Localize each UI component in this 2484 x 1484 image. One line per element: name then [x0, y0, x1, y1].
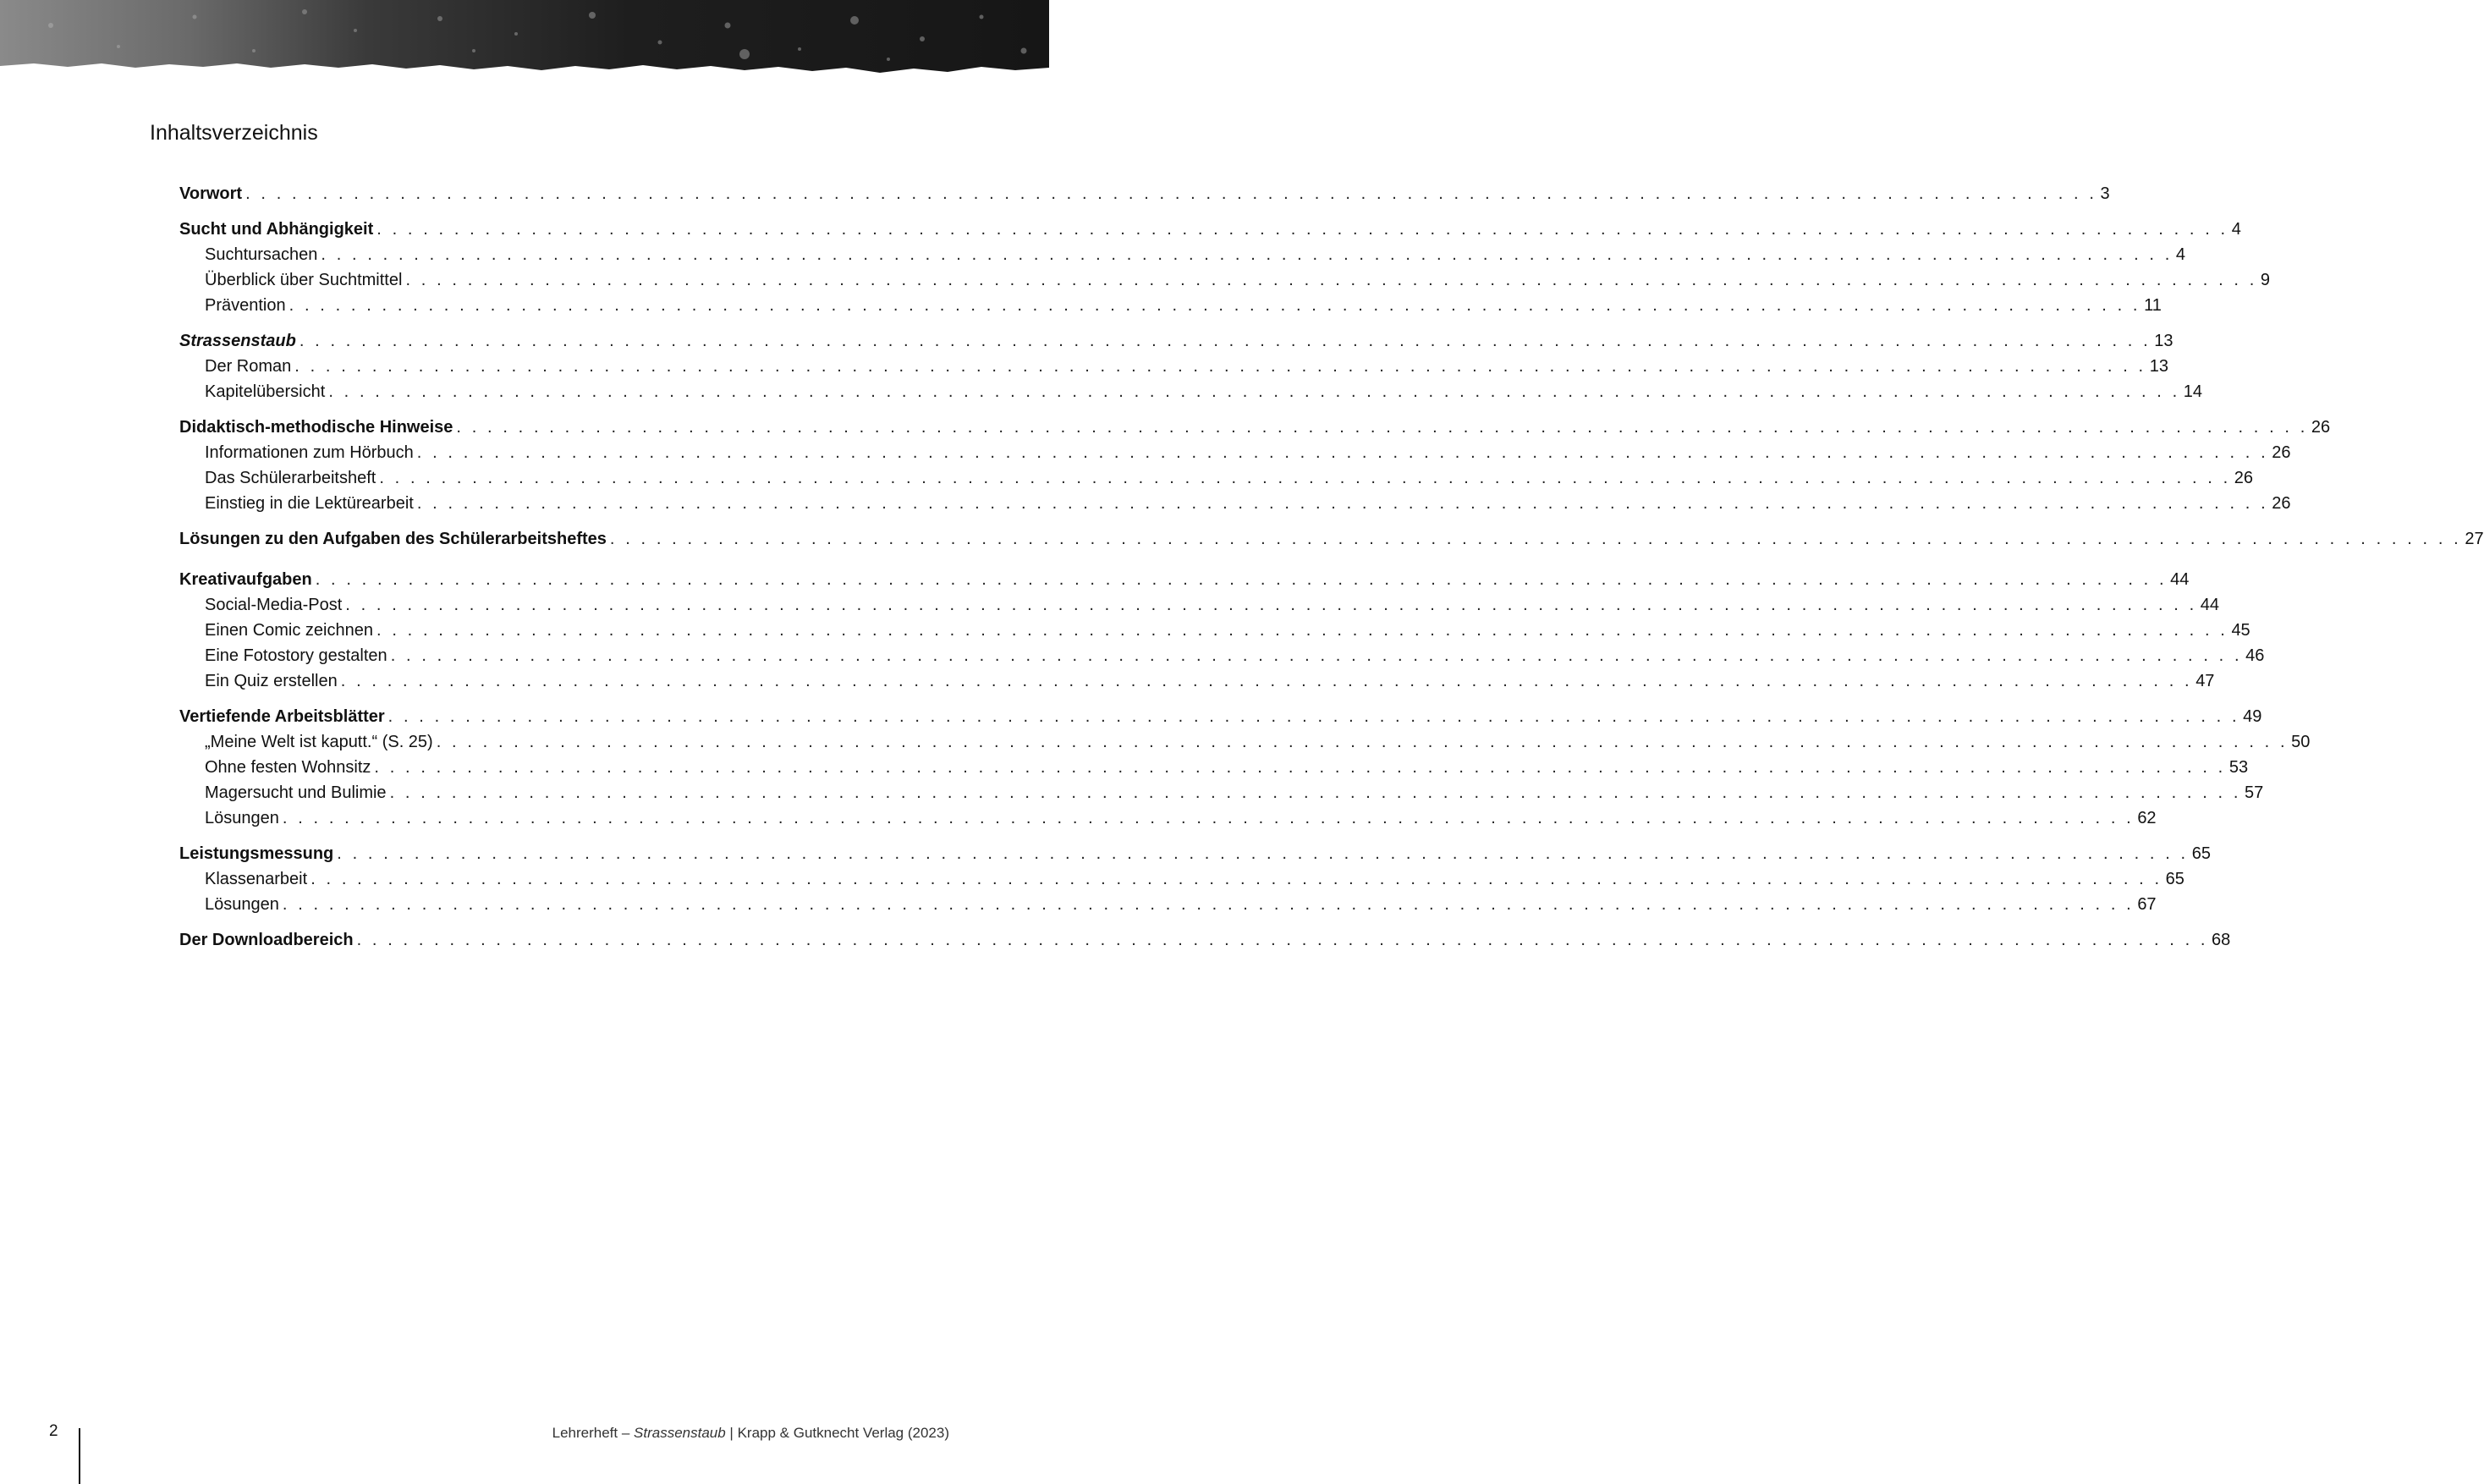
toc-entry-page: 26 [2272, 494, 2291, 513]
toc-section-heading[interactable] [179, 927, 2231, 953]
dot-leader: . . . . . . . . . . . . . . . . . . . . . . . . . . . . . . . . . . . . . . . . . . . . . . . . . . . . . . . . . . . . . . . . . . . . . . . . . . . . . . . . . . . . . . . . . . . . . . . . . . . . . . . . . . . . . . . . . . . . . . . . [609, 530, 2462, 548]
dot-leader: . . . . . . . . . . . . . . . . . . . . . . . . . . . . . . . . . . . . . . . . . . . . . . . . . . . . . . . . . . . . . . . . . . . . . . . . . . . . . . . . . . . . . . . . . . . . . . . . . . . . . . . . . . . . . . . . . . . . . . . . [294, 357, 2146, 376]
toc-subentry[interactable] [179, 440, 2291, 465]
toc-entry-page: 67 [2137, 895, 2157, 914]
dot-leader: . . . . . . . . . . . . . . . . . . . . . . . . . . . . . . . . . . . . . . . . . . . . . . . . . . . . . . . . . . . . . . . . . . . . . . . . . . . . . . . . . . . . . . . . . . . . . . . . . . . . . . . . . . . . . . . . . . . . . . . . [389, 783, 2241, 802]
toc-entry-page: 62 [2137, 809, 2157, 827]
toc-section [179, 328, 2202, 404]
toc-entry-title: Lösungen zu den Aufgaben des Schülerarbeitsheftes [179, 530, 607, 548]
dot-leader: . . . . . . . . . . . . . . . . . . . . . . . . . . . . . . . . . . . . . . . . . . . . . . . . . . . . . . . . . . . . . . . . . . . . . . . . . . . . . . . . . . . . . . . . . . . . . . . . . . . . . . . . . . . . . . . . . . . . . . . . [374, 758, 2226, 777]
toc-entry-title: Lösungen [205, 895, 279, 914]
toc-subentry[interactable] [179, 729, 2311, 755]
toc-entry-page: 68 [2212, 931, 2231, 949]
toc-entry-title: Klassenarbeit [205, 870, 308, 888]
toc-entry-title: Kreativaufgaben [179, 570, 312, 589]
toc-entry-title: Vorwort [179, 184, 243, 203]
toc-section-heading[interactable] [179, 415, 2331, 440]
toc-section [179, 567, 2265, 694]
toc-subentry[interactable] [179, 491, 2291, 516]
dot-leader: . . . . . . . . . . . . . . . . . . . . . . . . . . . . . . . . . . . . . . . . . . . . . . . . . . . . . . . . . . . . . . . . . . . . . . . . . . . . . . . . . . . . . . . . . . . . . . . . . . . . . . . . . . . . . . . . . . . . . . . . [416, 443, 2269, 462]
toc-entry-title: Kapitelübersicht [205, 382, 326, 401]
toc-section-heading[interactable] [179, 704, 2262, 729]
ink-header-band [0, 0, 1049, 81]
toc-section [179, 526, 2484, 552]
toc-section [179, 181, 2110, 206]
dot-leader: . . . . . . . . . . . . . . . . . . . . . . . . . . . . . . . . . . . . . . . . . . . . . . . . . . . . . . . . . . . . . . . . . . . . . . . . . . . . . . . . . . . . . . . . . . . . . . . . . . . . . . . . . . . . . . . . . . . . . . . . [436, 733, 2289, 751]
toc-entry-title: Sucht und Abhängigkeit [179, 220, 374, 239]
dot-leader: . . . . . . . . . . . . . . . . . . . . . . . . . . . . . . . . . . . . . . . . . . . . . . . . . . . . . . . . . . . . . . . . . . . . . . . . . . . . . . . . . . . . . . . . . . . . . . . . . . . . . . . . . . . . . . . . . . . . . . . . [376, 621, 2228, 640]
toc-entry-title: Social-Media-Post [205, 596, 343, 614]
dot-leader: . . . . . . . . . . . . . . . . . . . . . . . . . . . . . . . . . . . . . . . . . . . . . . . . . . . . . . . . . . . . . . . . . . . . . . . . . . . . . . . . . . . . . . . . . . . . . . . . . . . . . . . . . . . . . . . . . . . . . . . . [282, 895, 2135, 914]
toc-entry-title: Ein Quiz erstellen [205, 672, 338, 690]
toc-entry-page: 50 [2291, 733, 2311, 751]
toc-entry-page: 65 [2191, 844, 2211, 863]
toc-entry-page: 53 [2228, 758, 2249, 777]
toc-entry-page: 47 [2195, 672, 2215, 690]
toc-entry-title: Einstieg in die Lektürearbeit [205, 494, 414, 513]
toc-entry-title: Einen Comic zeichnen [205, 621, 373, 640]
toc-section-heading[interactable] [179, 217, 2241, 242]
toc-entry-title: Eine Fotostory gestalten [205, 646, 387, 665]
toc-entry-title: Strassenstaub [179, 332, 296, 350]
toc-section [179, 927, 2231, 953]
toc-subentry[interactable] [179, 354, 2168, 379]
toc-subentry[interactable] [179, 866, 2184, 892]
toc-subentry[interactable] [179, 242, 2185, 267]
toc-entry-page: 46 [2245, 646, 2265, 665]
toc-entry-title: Der Roman [205, 357, 292, 376]
toc-entry-page: 4 [2231, 220, 2241, 239]
toc-subentry[interactable] [179, 293, 2162, 318]
toc-entry-title: Vertiefende Arbeitsblätter [179, 707, 385, 726]
toc-section-heading[interactable] [179, 181, 2110, 206]
toc-subentry[interactable] [179, 780, 2264, 805]
toc-entry-title: Das Schülerarbeitsheft [205, 469, 376, 487]
toc-section [179, 841, 2211, 917]
toc-entry-page: 65 [2165, 870, 2184, 888]
dot-leader: . . . . . . . . . . . . . . . . . . . . . . . . . . . . . . . . . . . . . . . . . . . . . . . . . . . . . . . . . . . . . . . . . . . . . . . . . . . . . . . . . . . . . . . . . . . . . . . . . . . . . . . . . . . . . . . . . . . . . . . . [405, 271, 2257, 289]
toc-entry-page: 13 [2149, 357, 2168, 376]
dot-leader: . . . . . . . . . . . . . . . . . . . . . . . . . . . . . . . . . . . . . . . . . . . . . . . . . . . . . . . . . . . . . . . . . . . . . . . . . . . . . . . . . . . . . . . . . . . . . . . . . . . . . . . . . . . . . . . . . . . . . . . . [310, 870, 2163, 888]
toc-entry-title: Prävention [205, 296, 286, 315]
toc-entry-page: 57 [2245, 783, 2264, 802]
dot-leader: . . . . . . . . . . . . . . . . . . . . . . . . . . . . . . . . . . . . . . . . . . . . . . . . . . . . . . . . . . . . . . . . . . . . . . . . . . . . . . . . . . . . . . . . . . . . . . . . . . . . . . . . . . . . . . . . . . . . . . . . [289, 296, 2141, 315]
dot-leader: . . . . . . . . . . . . . . . . . . . . . . . . . . . . . . . . . . . . . . . . . . . . . . . . . . . . . . . . . . . . . . . . . . . . . . . . . . . . . . . . . . . . . . . . . . . . . . . . . . . . . . . . . . . . . . . . . . . . . . . . [282, 809, 2135, 827]
dot-leader: . . . . . . . . . . . . . . . . . . . . . . . . . . . . . . . . . . . . . . . . . . . . . . . . . . . . . . . . . . . . . . . . . . . . . . . . . . . . . . . . . . . . . . . . . . . . . . . . . . . . . . . . . . . . . . . . . . . . . . . . [379, 469, 2231, 487]
toc-entry-page: 49 [2243, 707, 2262, 726]
toc-entry-page: 26 [2234, 469, 2254, 487]
toc-entry-page: 14 [2183, 382, 2202, 401]
toc-subentry[interactable] [179, 267, 2270, 293]
toc-section-heading[interactable] [179, 841, 2211, 866]
page-title: Inhaltsverzeichnis [150, 121, 318, 145]
toc-entry-title: Überblick über Suchtmittel [205, 271, 403, 289]
toc-entry-title: Magersucht und Bulimie [205, 783, 387, 802]
toc-entry-page: 44 [2170, 570, 2190, 589]
toc-entry-title: Lösungen [205, 809, 279, 827]
dot-leader: . . . . . . . . . . . . . . . . . . . . . . . . . . . . . . . . . . . . . . . . . . . . . . . . . . . . . . . . . . . . . . . . . . . . . . . . . . . . . . . . . . . . . . . . . . . . . . . . . . . . . . . . . . . . . . . . . . . . . . . . [387, 707, 2240, 726]
toc-section-heading[interactable] [179, 567, 2190, 592]
toc-entry-page: 26 [2311, 418, 2331, 437]
toc-entry-title: Ohne festen Wohnsitz [205, 758, 371, 777]
toc-subentry[interactable] [179, 643, 2265, 668]
footer-book-title: Strassenstaub [634, 1425, 726, 1441]
toc-entry-page: 11 [2144, 296, 2162, 315]
toc-subentry[interactable] [179, 668, 2215, 694]
toc-entry-title: Informationen zum Hörbuch [205, 443, 414, 462]
toc-entry-title: Didaktisch-methodische Hinweise [179, 418, 453, 437]
dot-leader: . . . . . . . . . . . . . . . . . . . . . . . . . . . . . . . . . . . . . . . . . . . . . . . . . . . . . . . . . . . . . . . . . . . . . . . . . . . . . . . . . . . . . . . . . . . . . . . . . . . . . . . . . . . . . . . . . . . . . . . . [345, 596, 2197, 614]
dot-leader: . . . . . . . . . . . . . . . . . . . . . . . . . . . . . . . . . . . . . . . . . . . . . . . . . . . . . . . . . . . . . . . . . . . . . . . . . . . . . . . . . . . . . . . . . . . . . . . . . . . . . . . . . . . . . . . . . . . . . . . . [376, 220, 2228, 239]
dot-leader: . . . . . . . . . . . . . . . . . . . . . . . . . . . . . . . . . . . . . . . . . . . . . . . . . . . . . . . . . . . . . . . . . . . . . . . . . . . . . . . . . . . . . . . . . . . . . . . . . . . . . . . . . . . . . . . . . . . . . . . . [456, 418, 2308, 437]
dot-leader: . . . . . . . . . . . . . . . . . . . . . . . . . . . . . . . . . . . . . . . . . . . . . . . . . . . . . . . . . . . . . . . . . . . . . . . . . . . . . . . . . . . . . . . . . . . . . . . . . . . . . . . . . . . . . . . . . . . . . . . . [337, 844, 2189, 863]
page-number: 2 [49, 1422, 58, 1440]
toc-entry-page: 45 [2231, 621, 2250, 640]
toc-entry-page: 44 [2200, 596, 2219, 614]
toc-entry-title: Suchtursachen [205, 245, 318, 264]
toc-subentry[interactable] [179, 379, 2202, 404]
toc-entry-page: 27 [2465, 530, 2484, 548]
dot-leader: . . . . . . . . . . . . . . . . . . . . . . . . . . . . . . . . . . . . . . . . . . . . . . . . . . . . . . . . . . . . . . . . . . . . . . . . . . . . . . . . . . . . . . . . . . . . . . . . . . . . . . . . . . . . . . . . . . . . . . . . [321, 245, 2173, 264]
toc-entry-page: 13 [2154, 332, 2174, 350]
dot-leader: . . . . . . . . . . . . . . . . . . . . . . . . . . . . . . . . . . . . . . . . . . . . . . . . . . . . . . . . . . . . . . . . . . . . . . . . . . . . . . . . . . . . . . . . . . . . . . . . . . . . . . . . . . . . . . . . . . . . . . . . [390, 646, 2243, 665]
footer-credit [552, 1423, 949, 1443]
toc-section-heading[interactable] [179, 328, 2174, 354]
dot-leader: . . . . . . . . . . . . . . . . . . . . . . . . . . . . . . . . . . . . . . . . . . . . . . . . . . . . . . . . . . . . . . . . . . . . . . . . . . . . . . . . . . . . . . . . . . . . . . . . . . . . . . . . . . . . . . . . . . . . . . . . [416, 494, 2269, 513]
toc-section [179, 217, 2270, 318]
toc-subentry[interactable] [179, 618, 2250, 643]
dot-leader: . . . . . . . . . . . . . . . . . . . . . . . . . . . . . . . . . . . . . . . . . . . . . . . . . . . . . . . . . . . . . . . . . . . . . . . . . . . . . . . . . . . . . . . . . . . . . . . . . . . . . . . . . . . . . . . . . . . . . . . . [328, 382, 2180, 401]
footer-publisher: | Krapp & Gutknecht Verlag (2023) [725, 1425, 949, 1441]
dot-leader: . . . . . . . . . . . . . . . . . . . . . . . . . . . . . . . . . . . . . . . . . . . . . . . . . . . . . . . . . . . . . . . . . . . . . . . . . . . . . . . . . . . . . . . . . . . . . . . . . . . . . . . . . . . . . . . . . . . . . . . . [356, 931, 2209, 949]
toc-subentry[interactable] [179, 805, 2157, 831]
dot-leader: . . . . . . . . . . . . . . . . . . . . . . . . . . . . . . . . . . . . . . . . . . . . . . . . . . . . . . . . . . . . . . . . . . . . . . . . . . . . . . . . . . . . . . . . . . . . . . . . . . . . . . . . . . . . . . . . . . . . . . . . [340, 672, 2193, 690]
toc-entry-page: 3 [2100, 184, 2110, 203]
toc-entry-title: „Meine Welt ist kaputt.“ (S. 25) [205, 733, 433, 751]
toc-entry-title: Der Downloadbereich [179, 931, 354, 949]
footer-prefix: Lehrerheft – [552, 1425, 635, 1441]
dot-leader: . . . . . . . . . . . . . . . . . . . . . . . . . . . . . . . . . . . . . . . . . . . . . . . . . . . . . . . . . . . . . . . . . . . . . . . . . . . . . . . . . . . . . . . . . . . . . . . . . . . . . . . . . . . . . . . . . . . . . . . . [315, 570, 2168, 589]
footer-divider [79, 1428, 80, 1484]
table-of-contents [179, 181, 2484, 963]
toc-section [179, 704, 2311, 831]
toc-entry-page: 26 [2272, 443, 2291, 462]
toc-section-heading[interactable] [179, 526, 2484, 552]
toc-entry-page: 4 [2175, 245, 2185, 264]
toc-entry-title: Leistungsmessung [179, 844, 334, 863]
toc-subentry[interactable] [179, 465, 2254, 491]
toc-subentry[interactable] [179, 892, 2157, 917]
toc-entry-page: 9 [2260, 271, 2270, 289]
toc-section [179, 415, 2331, 516]
toc-subentry[interactable] [179, 592, 2219, 618]
dot-leader: . . . . . . . . . . . . . . . . . . . . . . . . . . . . . . . . . . . . . . . . . . . . . . . . . . . . . . . . . . . . . . . . . . . . . . . . . . . . . . . . . . . . . . . . . . . . . . . . . . . . . . . . . . . . . . . . . . . . . . . . [245, 184, 2097, 203]
toc-subentry[interactable] [179, 755, 2249, 780]
dot-leader: . . . . . . . . . . . . . . . . . . . . . . . . . . . . . . . . . . . . . . . . . . . . . . . . . . . . . . . . . . . . . . . . . . . . . . . . . . . . . . . . . . . . . . . . . . . . . . . . . . . . . . . . . . . . . . . . . . . . . . . . [299, 332, 2152, 350]
